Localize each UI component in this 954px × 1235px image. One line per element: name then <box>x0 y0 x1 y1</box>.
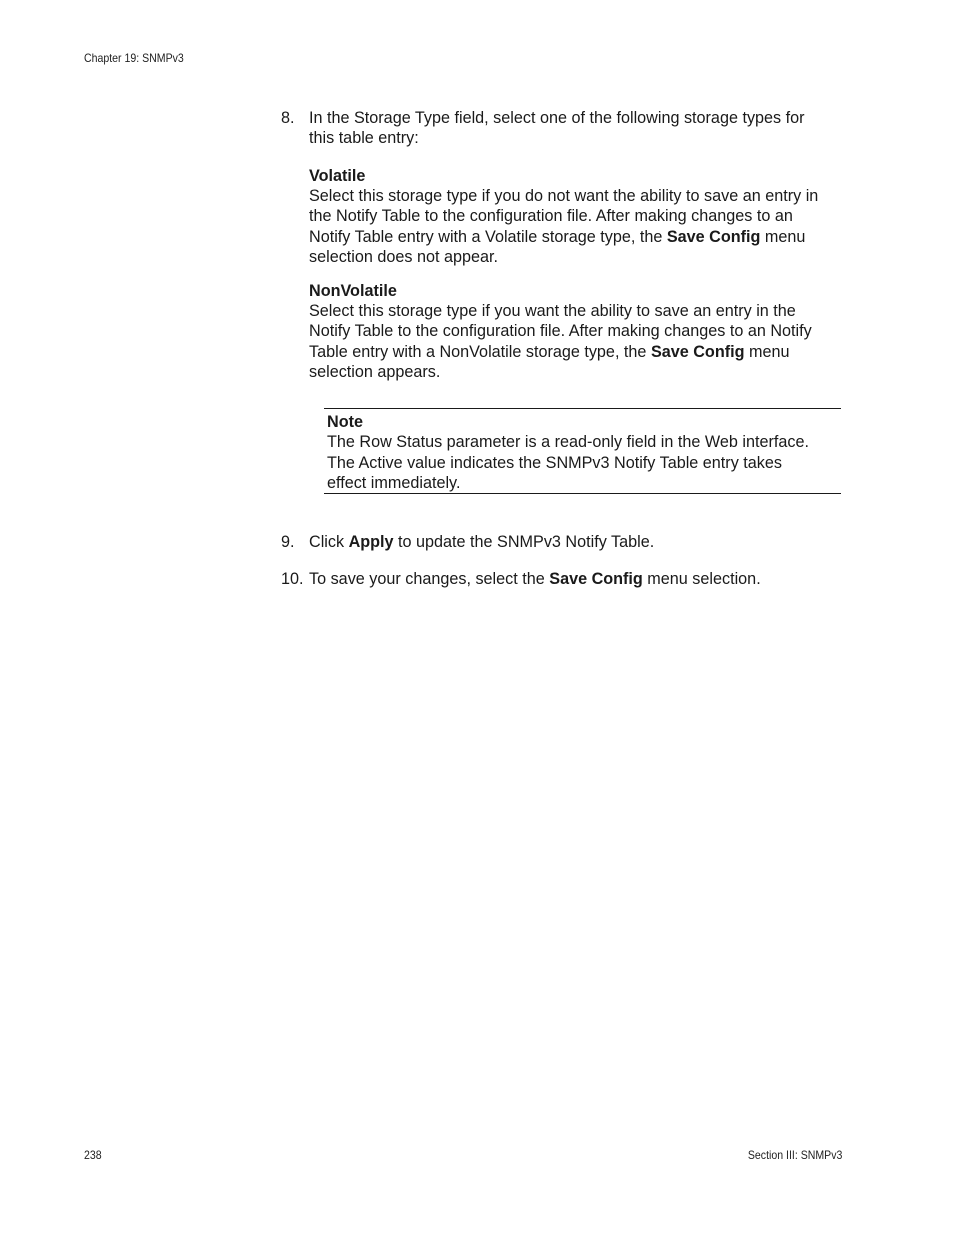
footer-section-title: Section III: SNMPv3 <box>747 1148 842 1162</box>
term-nonvolatile-line-3-text: Table entry with a NonVolatile storage type, the <box>309 342 651 361</box>
step-8-number: 8. <box>281 109 295 127</box>
running-header-chapter: Chapter 19: SNMPv3 <box>84 51 184 65</box>
step-8-text <box>309 108 841 149</box>
step-8-line-2: this table entry: <box>309 129 419 148</box>
step-10-text-start: To save your changes, select the <box>309 570 550 588</box>
step-8-line-1: In the Storage Type field, select one of the following storage types for <box>309 109 805 127</box>
note-line-1: The Row Status parameter is a read-only field in the Web interface. <box>327 433 809 452</box>
note-content <box>327 412 809 494</box>
term-nonvolatile <box>309 281 841 382</box>
save-config-label: Save Config <box>666 227 761 246</box>
note-line-3: effect immediately. <box>327 474 461 493</box>
term-volatile-line-2: the Notify Table to the configuration file. After making changes to an <box>309 207 793 226</box>
step-9-text <box>309 532 841 552</box>
note-title: Note <box>327 413 363 431</box>
save-config-label: Save Config <box>549 570 643 588</box>
step-10 <box>281 569 841 589</box>
term-nonvolatile-line-2: Notify Table to the configuration file. After making changes to an Notify <box>309 322 812 341</box>
term-volatile-line-4: selection does not appear. <box>309 247 498 266</box>
term-volatile-line-3 <box>309 227 841 247</box>
step-9 <box>281 532 841 552</box>
term-volatile-title: Volatile <box>309 167 366 185</box>
term-nonvolatile-title: NonVolatile <box>309 282 397 300</box>
save-config-label: Save Config <box>650 342 745 361</box>
term-volatile-line-3-end: menu <box>760 227 806 246</box>
step-10-text-end: menu selection. <box>642 570 761 588</box>
term-volatile-line-1: Select this storage type if you do not want the ability to save an entry in <box>309 187 819 206</box>
apply-label: Apply <box>348 533 394 551</box>
step-10-text <box>309 569 841 589</box>
term-nonvolatile-line-1: Select this storage type if you want the ability to save an entry in the <box>309 302 796 321</box>
term-nonvolatile-line-3 <box>309 342 841 362</box>
step-8 <box>281 108 841 149</box>
footer-page-number: 238 <box>84 1148 102 1162</box>
note-line-2: The Active value indicates the SNMPv3 Notify Table entry takes <box>327 453 782 472</box>
term-volatile <box>309 166 841 267</box>
term-nonvolatile-line-4: selection appears. <box>309 362 441 381</box>
step-9-number: 9. <box>281 533 295 551</box>
note-box <box>324 408 841 494</box>
term-nonvolatile-line-3-end: menu <box>744 342 790 361</box>
term-volatile-line-3-text: Notify Table entry with a Volatile storage type, the <box>309 227 667 246</box>
step-9-text-start: Click <box>309 533 349 551</box>
step-9-text-end: to update the SNMPv3 Notify Table. <box>393 533 655 551</box>
step-10-number: 10. <box>281 570 304 588</box>
